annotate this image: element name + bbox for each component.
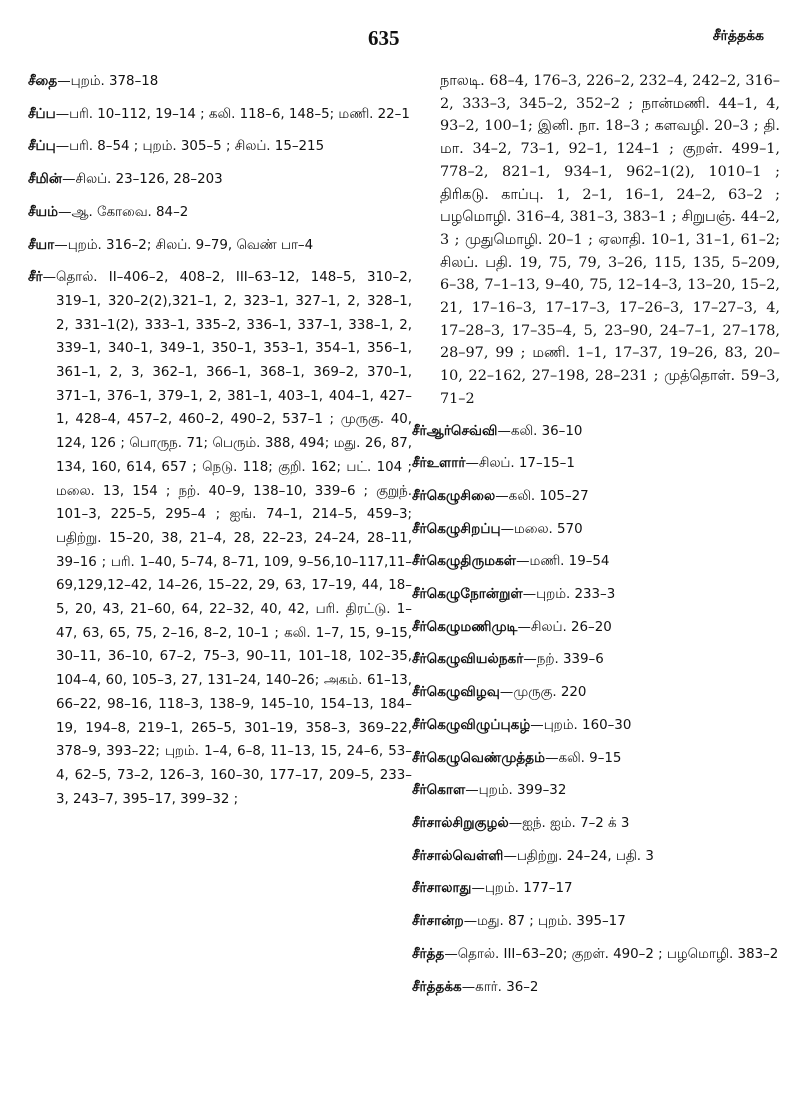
entry-references: —முருகு. 220	[499, 685, 587, 701]
entry-headword: சீர்உளார்	[412, 455, 466, 472]
index-entry	[412, 943, 780, 967]
index-entry	[28, 168, 412, 192]
index-entry	[412, 845, 780, 869]
index-entry	[412, 485, 780, 509]
index-entry	[412, 550, 780, 574]
entry-headword: சீர்கெழுவிழுப்புகழ்	[412, 716, 531, 733]
entry-references: —மலை. 570	[500, 521, 583, 537]
entry-headword: சீர்சான்ற	[412, 913, 464, 930]
index-entry	[412, 583, 780, 607]
page-header	[0, 26, 800, 56]
entry-headword: சீர்சால்வெள்ளி	[412, 847, 504, 864]
index-entry	[412, 976, 780, 1000]
entry-headword: சீர்த்த	[412, 945, 445, 962]
index-entry	[412, 420, 780, 444]
entry-headword: சீர்சால்சிறுகுழல்	[412, 814, 509, 831]
entry-references: —புறம். 316–2; சிலப். 9–79, வெண் பா–4	[54, 237, 314, 253]
index-entry	[412, 812, 780, 836]
entry-headword: சீமின்	[28, 171, 63, 188]
entry-references: —பரி. 10–112, 19–14 ; கலி. 118–6, 148–5; மணி. 22–1	[55, 106, 410, 122]
entry-headword: சீர்கெழுவியல்நகர்	[412, 651, 524, 668]
index-entry	[412, 452, 780, 476]
entry-references: —தொல். III–63–20; குறள். 490–2 ; பழமொழி. 383–2	[444, 946, 779, 962]
running-head: சீர்த்தக்க	[712, 28, 764, 44]
index-entry	[28, 266, 412, 811]
entry-references: —புறம். 233–3	[522, 587, 616, 603]
entry-headword: சீர்த்தக்க	[412, 978, 462, 995]
entry-references: —கலி. 36–10	[497, 423, 583, 439]
index-entry	[412, 747, 780, 771]
entry-references: —புறம். 177–17	[471, 881, 573, 897]
index-entry	[412, 648, 780, 672]
entry-references: —தொல். II–406–2, 408–2, III–63–12, 148–5, 310–2, 319–1, 320–2(2),321–1, 2, 323–1, 327–1, 2, 328–1, 2, 331–1(2), 333–1, 335–2, 336–1, 337–1, 338–1, 2, 339–1, 340–1, 349–1, 350–1, 353–1, 354–1, 356–1, 361–1, 2, 3, 362–1, 366–1, 368–1, 369–2, 370–1, 371–1, 376–1, 379–1, 2, 381–1, 403–1, 404–1, 427–1, 428–4, 457–2, 460–2, 490–2, 537–1 ; முருகு. 40, 124, 126 ; பொருந. 71; பெரும். 388, 494; மது. 26, 87, 134, 160, 614, 657 ; நெடு. 118; குறி. 162; பட். 104 ; மலை. 13, 154 ; நற். 40–9, 138–10, 339–6 ; குறுந். 101–3, 225–5, 295–4 ; ஐங். 74–1, 214–5, 459–3; பதிற்று. 15–20, 38, 21–4, 28, 22–23, 24–24, 28–11, 39–16 ; பரி. 1–40, 5–74, 8–71, 109, 9–56,10–117,11–69,129,12–42, 14–26, 15–22, 29, 63, 17–19, 44, 18–5, 20, 43, 21–60, 64, 22–32, 40, 42, பரி. திரட்டு. 1–47, 63, 65, 75, 2–16, 8–2, 10–1 ; கலி. 1–7, 15, 9–15, 30–11, 36–10, 67–2, 75–3, 90–11, 101–18, 102–35, 104–4, 60, 105–3, 27, 131–24, 140–26; அகம். 61–13, 66–22, 98–16, 118–3, 138–9, 145–10, 154–13, 184–19, 194–8, 219–1, 265–5, 301–19, 358–3, 369–22, 378–9, 393–22; புறம். 1–4, 6–8, 11–13, 15, 24–6, 53–4, 62–5, 73–2, 126–3, 160–30, 177–17, 209–5, 233–3, 243–7, 395–17, 399–32 ;	[42, 270, 412, 807]
entry-references: —புறம். 378–18	[57, 74, 159, 89]
entry-references: —சிலப். 26–20	[517, 619, 612, 635]
entry-references: —புறம். 160–30	[530, 717, 632, 733]
index-entry	[412, 877, 780, 901]
entry-headword: சீர்சாலாது	[412, 880, 472, 897]
entry-references: —பதிற்று. 24–24, பதி. 3	[503, 848, 654, 864]
page-number: 635	[368, 26, 400, 50]
entry-references: —ஐந். ஐம். 7–2 க் 3	[508, 815, 630, 831]
index-entry	[412, 681, 780, 705]
right-column	[412, 70, 780, 1008]
entry-headword: சீர்கெழுநோன்றுள்	[412, 586, 523, 603]
entry-headword: சீயம்	[28, 203, 59, 220]
entry-headword: சீர்கெழுமணிமுடி	[412, 618, 518, 635]
index-entry	[412, 518, 780, 542]
entry-references: —மது. 87 ; புறம். 395–17	[463, 914, 626, 930]
entry-references: —பரி. 8–54 ; புறம். 305–5 ; சிலப். 15–215	[55, 139, 325, 155]
entry-references: —கலி. 9–15	[545, 750, 622, 766]
entry-headword: சீப்பு	[28, 138, 56, 155]
entry-headword: சீர்ஆர்செவ்வி	[412, 422, 498, 439]
entry-references: —புறம். 399–32	[465, 783, 567, 799]
entry-references: —நற். 339–6	[523, 652, 604, 668]
entry-headword: சீர்கெழுவிழவு	[412, 684, 500, 701]
entry-references: —சிலப். 23–126, 28–203	[62, 172, 223, 188]
entry-headword: சீப்ப	[28, 105, 56, 122]
entry-references: —கலி. 105–27	[495, 488, 589, 504]
entry-references: —ஆ. கோவை. 84–2	[58, 204, 189, 220]
continued-entry: நாலடி. 68–4, 176–3, 226–2, 232–4, 242–2, 316–2, 333–3, 345–2, 352–2 ; நான்மணி. 44–1, 4, 93–2, 100–1; இனி. நா. 18–3 ; களவழி. 20–3 ; தி. மா. 34–2, 73–1, 92–1, 124–1 ; குறள். 499–1, 778–2, 821–1, 934–1, 962–1(2), 1010–1 ; திரிகடு. காப்பு. 1, 2–1, 16–1, 24–2, 63–2 ; பழமொழி. 316–4, 381–3, 383–1 ; சிறுபஞ். 44–2, 3 ; முதுமொழி. 20–1 ; ஏலாதி. 10–1, 31–1, 61–2; சிலப். பதி. 19, 75, 79, 3–26, 115, 135, 5–209, 6–38, 7–1–13, 9–40, 75, 12–14–3, 13–20, 15–2, 21, 17–16–3, 17–17–3, 17–26–3, 17–27–3, 4, 17–28–3, 17–35–4, 5, 23–90, 24–7–1, 27–178, 28–97, 99 ; மணி. 1–1, 17–37, 19–26, 83, 20–10, 22–162, 27–198, 28–231 ; முத்தொள். 59–3, 71–2	[440, 73, 780, 407]
entry-references: —மணி. 19–54	[516, 554, 610, 570]
entry-headword: சீதை	[28, 73, 58, 89]
index-entry	[28, 135, 412, 159]
index-entry	[28, 70, 412, 94]
index-entry	[412, 616, 780, 640]
entry-references: —கார். 36–2	[461, 979, 539, 995]
entry-references: —சிலப். 17–15–1	[465, 456, 575, 472]
index-entry	[28, 103, 412, 127]
index-entry	[412, 779, 780, 803]
index-entry	[412, 910, 780, 934]
entry-headword: சீர்கெழுசிறப்பு	[412, 520, 501, 537]
index-entry	[28, 201, 412, 225]
index-entry	[28, 234, 412, 258]
entry-headword: சீர்கெழுதிருமகள்	[412, 553, 517, 570]
index-entry	[412, 714, 780, 738]
entry-headword: சீர்	[28, 269, 43, 286]
entry-headword: சீர்கெழுவெண்முத்தம்	[412, 749, 546, 766]
entry-headword: சீர்கெழுசிலை	[412, 487, 496, 504]
entry-headword: சீயா	[28, 236, 55, 253]
entry-headword: சீர்கொள	[412, 782, 466, 799]
left-column	[28, 70, 412, 820]
